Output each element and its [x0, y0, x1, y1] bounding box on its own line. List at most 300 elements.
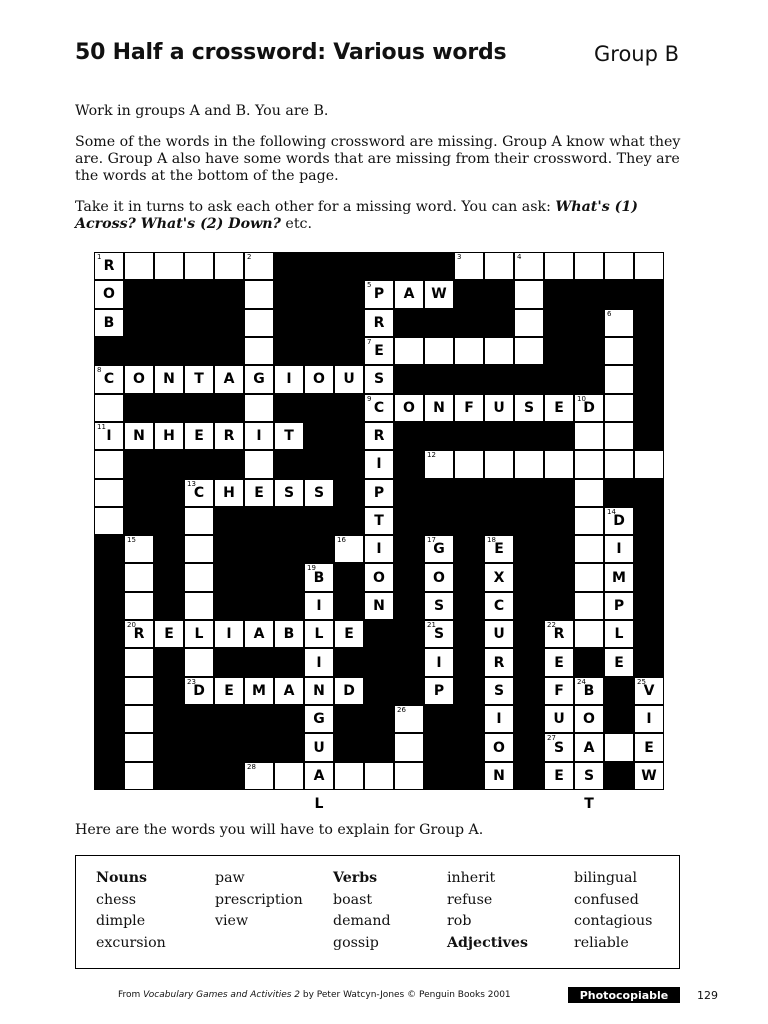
crossword-cell — [605, 338, 633, 364]
cell-letter: I — [256, 428, 262, 445]
crossword-cell — [275, 480, 303, 506]
cell-letter: L — [314, 626, 324, 643]
cell-letter: C — [493, 597, 505, 614]
crossword-cell — [575, 451, 603, 477]
cell-letter: F — [554, 682, 564, 699]
crossword-cell — [455, 253, 483, 279]
clue-number: 9 — [367, 394, 372, 403]
cell-letter: G — [433, 541, 445, 558]
crossword-cell — [485, 253, 513, 279]
cell-letter: R — [493, 654, 505, 671]
cell-letter: O — [373, 569, 385, 586]
clue-number: 20 — [127, 621, 136, 630]
crossword-cell — [515, 338, 543, 364]
cell-letter: B — [283, 626, 295, 643]
crossword-cell — [575, 564, 603, 590]
crossword-cell — [215, 423, 243, 449]
crossword-cell — [125, 763, 153, 789]
cell-letter: I — [226, 626, 232, 643]
crossword-cell — [545, 706, 573, 732]
crossword-cell — [605, 366, 633, 392]
crossword-cell — [275, 621, 303, 647]
crossword-cell — [545, 763, 573, 789]
crossword-cell — [365, 536, 393, 562]
source-credit — [118, 990, 511, 1000]
cell-letter: E — [614, 654, 624, 671]
cell-letter: E — [554, 399, 564, 416]
crossword-cell — [245, 366, 273, 392]
crossword-cell — [425, 451, 453, 477]
cell-letter: U — [493, 626, 505, 643]
cell-letter: R — [373, 428, 385, 445]
word-category-heading: Adjectives — [447, 934, 528, 951]
cell-letter: E — [224, 682, 234, 699]
cell-letter: B — [313, 569, 325, 586]
clue-number: 8 — [97, 366, 102, 375]
crossword-cell — [365, 423, 393, 449]
crossword-cell — [365, 281, 393, 307]
word-column — [447, 868, 528, 954]
word-item: confused — [574, 891, 639, 908]
crossword-cell — [155, 366, 183, 392]
cell-letter: L — [314, 796, 324, 813]
cell-letter: C — [193, 484, 205, 501]
crossword-cell — [245, 338, 273, 364]
credit-prefix: From — [118, 990, 144, 1000]
cell-letter: O — [403, 399, 415, 416]
clue-number: 24 — [577, 677, 586, 686]
crossword-cell — [185, 366, 213, 392]
crossword-cell — [365, 366, 393, 392]
word-item: prescription — [215, 891, 303, 908]
cell-letter: P — [373, 484, 385, 501]
crossword-cell — [365, 564, 393, 590]
cell-letter: A — [223, 371, 235, 388]
crossword-cell — [395, 763, 423, 789]
instruction-3-question: What's (1) Across? What's (2) Down? — [75, 199, 638, 232]
crossword-cell — [425, 564, 453, 590]
cell-letter: L — [614, 626, 624, 643]
clue-number: 5 — [367, 281, 372, 290]
cell-letter: I — [616, 541, 622, 558]
cell-letter: S — [313, 484, 325, 501]
clue-number: 19 — [307, 564, 316, 573]
crossword-cell — [95, 451, 123, 477]
cell-letter: D — [583, 399, 595, 416]
cell-letter: P — [613, 597, 625, 614]
cell-letter: T — [584, 796, 594, 813]
cell-letter: I — [316, 654, 322, 671]
cell-letter: T — [374, 512, 384, 529]
cell-letter: E — [164, 626, 174, 643]
clue-number: 13 — [187, 479, 196, 488]
crossword-cell — [635, 706, 663, 732]
crossword-cell — [125, 593, 153, 619]
crossword-cell — [245, 480, 273, 506]
clue-number: 17 — [427, 536, 436, 545]
crossword-cell — [575, 678, 603, 704]
crossword-cell — [125, 706, 153, 732]
cell-letter: I — [646, 711, 652, 728]
cell-letter: D — [343, 682, 355, 699]
crossword-cell — [125, 253, 153, 279]
crossword-cell — [185, 678, 213, 704]
cell-letter: A — [283, 682, 295, 699]
word-item: chess — [96, 891, 137, 908]
cell-letter: S — [493, 682, 505, 699]
instruction-3 — [75, 199, 685, 233]
crossword-cell — [545, 253, 573, 279]
cell-letter: N — [493, 767, 505, 784]
crossword-cell — [185, 564, 213, 590]
crossword-cell — [395, 281, 423, 307]
crossword-cell — [575, 621, 603, 647]
crossword-cell — [635, 763, 663, 789]
cell-letter: D — [613, 512, 625, 529]
word-item: gossip — [333, 934, 379, 951]
clue-number: 15 — [127, 536, 136, 545]
clue-number: 27 — [547, 734, 556, 743]
crossword-cell — [605, 734, 633, 760]
cell-letter: E — [554, 654, 564, 671]
crossword-cell — [485, 564, 513, 590]
word-item: paw — [215, 870, 245, 886]
crossword-cell — [425, 678, 453, 704]
cell-letter: I — [376, 456, 382, 473]
crossword-cell — [425, 536, 453, 562]
crossword-cell — [95, 281, 123, 307]
crossword-cell — [335, 763, 363, 789]
crossword-cell — [95, 366, 123, 392]
cell-letter: E — [194, 428, 204, 445]
crossword-cell — [575, 395, 603, 421]
crossword-cell — [335, 678, 363, 704]
crossword-cell — [125, 564, 153, 590]
crossword-cell — [305, 593, 333, 619]
crossword-cell — [605, 593, 633, 619]
cell-letter: S — [553, 739, 565, 756]
crossword-cell — [545, 734, 573, 760]
crossword-cell — [95, 480, 123, 506]
crossword-cell — [125, 366, 153, 392]
clue-number: 7 — [367, 337, 372, 346]
cell-letter: A — [313, 767, 325, 784]
clue-number: 4 — [517, 253, 522, 261]
crossword-cell — [245, 621, 273, 647]
cell-letter: A — [583, 739, 595, 756]
crossword-cell — [635, 253, 663, 279]
crossword-cell — [605, 395, 633, 421]
crossword-cell — [245, 253, 273, 279]
page-title: 50 Half a crossword: Various words — [75, 40, 507, 65]
crossword-cell — [575, 480, 603, 506]
crossword-cell — [185, 649, 213, 675]
word-item: inherit — [447, 870, 496, 886]
cell-letter: R — [373, 314, 385, 331]
cell-letter: U — [313, 739, 325, 756]
crossword-cell — [305, 621, 333, 647]
cell-letter: W — [641, 767, 657, 784]
crossword-cell — [605, 564, 633, 590]
word-item: contagious — [574, 913, 653, 929]
cell-letter: O — [433, 569, 445, 586]
clue-number: 16 — [337, 536, 346, 545]
crossword-cell — [305, 480, 333, 506]
crossword-cell — [485, 451, 513, 477]
cell-letter: T — [284, 428, 294, 445]
crossword-grid — [94, 252, 664, 813]
cell-letter: M — [252, 682, 266, 699]
clue-number: 2 — [247, 253, 252, 261]
crossword-cell — [245, 423, 273, 449]
crossword-cell — [185, 593, 213, 619]
word-item: demand — [333, 913, 391, 929]
crossword-cell — [215, 366, 243, 392]
cell-letter: G — [253, 371, 265, 388]
crossword-cell — [485, 621, 513, 647]
instruction-3-lead: Take it in turns to ask each other for a missing word. You can ask: — [75, 199, 556, 215]
clue-number: 11 — [97, 422, 106, 431]
cell-letter: N — [433, 399, 445, 416]
cell-letter: T — [194, 371, 204, 388]
cell-letter: P — [373, 286, 385, 303]
cell-letter: S — [433, 626, 445, 643]
crossword-cell — [185, 423, 213, 449]
crossword-cell — [305, 791, 333, 817]
cell-letter: R — [103, 258, 115, 275]
crossword-cell — [635, 451, 663, 477]
word-column — [96, 868, 166, 954]
cell-letter: H — [163, 428, 175, 445]
crossword-cell — [275, 763, 303, 789]
word-item: boast — [333, 891, 373, 908]
word-item: rob — [447, 913, 472, 929]
crossword-cell — [605, 451, 633, 477]
crossword-cell — [185, 253, 213, 279]
crossword-cell — [395, 338, 423, 364]
clue-number: 21 — [427, 621, 436, 630]
word-category-heading: Verbs — [333, 870, 378, 886]
crossword-cell — [575, 593, 603, 619]
crossword-cell — [425, 338, 453, 364]
crossword-cell — [125, 536, 153, 562]
crossword-cell — [215, 253, 243, 279]
photocopiable-badge: Photocopiable — [568, 987, 680, 1003]
clue-number: 6 — [607, 309, 612, 318]
cell-letter: U — [493, 399, 505, 416]
crossword-cell — [605, 423, 633, 449]
crossword-cell — [455, 395, 483, 421]
crossword-cell — [575, 734, 603, 760]
clue-number: 25 — [637, 677, 646, 686]
crossword-cell — [125, 734, 153, 760]
crossword-cell — [425, 649, 453, 675]
crossword-cell — [335, 536, 363, 562]
crossword-cell — [575, 763, 603, 789]
cell-letter: N — [373, 597, 385, 614]
words-intro: Here are the words you will have to explain for Group A. — [75, 822, 484, 838]
crossword-cell — [425, 281, 453, 307]
crossword-cell — [635, 678, 663, 704]
cell-letter: X — [493, 569, 505, 586]
crossword-cell — [425, 395, 453, 421]
crossword-cell — [245, 763, 273, 789]
crossword-cell — [575, 706, 603, 732]
crossword-cell — [485, 395, 513, 421]
crossword-cell — [335, 621, 363, 647]
crossword-cell — [485, 593, 513, 619]
crossword-cell — [365, 480, 393, 506]
crossword-cell — [95, 508, 123, 534]
crossword-cell — [305, 649, 333, 675]
word-column — [574, 868, 652, 954]
crossword-cell — [485, 678, 513, 704]
cell-letter: E — [344, 626, 354, 643]
crossword-cell — [425, 593, 453, 619]
crossword-cell — [515, 253, 543, 279]
cell-letter: E — [554, 767, 564, 784]
cell-letter: I — [436, 654, 442, 671]
word-item: view — [215, 913, 249, 929]
crossword-cell — [125, 678, 153, 704]
crossword-cell — [215, 621, 243, 647]
crossword-cell — [245, 395, 273, 421]
crossword-cell — [365, 395, 393, 421]
crossword-cell — [575, 423, 603, 449]
group-label: Group B — [594, 42, 680, 66]
crossword-cell — [515, 310, 543, 336]
cell-letter: O — [313, 371, 325, 388]
cell-letter: I — [286, 371, 292, 388]
cell-letter: H — [223, 484, 235, 501]
cell-letter: U — [553, 711, 565, 728]
crossword-cell — [95, 423, 123, 449]
word-item: refuse — [447, 891, 493, 908]
page-number: 129 — [697, 989, 718, 1002]
crossword-cell — [605, 253, 633, 279]
cell-letter: B — [583, 682, 595, 699]
word-column — [333, 868, 391, 954]
crossword-cell — [335, 366, 363, 392]
clue-number: 28 — [247, 762, 256, 771]
crossword-cell — [545, 395, 573, 421]
crossword-cell — [605, 508, 633, 534]
crossword-cell — [185, 508, 213, 534]
instruction-3-tail: etc. — [280, 216, 312, 232]
crossword-cell — [455, 451, 483, 477]
crossword-cell — [245, 281, 273, 307]
crossword-cell — [245, 451, 273, 477]
clue-number: 18 — [487, 536, 496, 545]
crossword-cell — [485, 338, 513, 364]
crossword-cell — [365, 763, 393, 789]
crossword-cell — [515, 451, 543, 477]
crossword-cell — [155, 621, 183, 647]
word-item: reliable — [574, 934, 629, 951]
cell-letter: D — [193, 682, 205, 699]
clue-number: 23 — [187, 677, 196, 686]
word-column — [215, 868, 303, 933]
word-item: bilingual — [574, 870, 638, 886]
cell-letter: G — [313, 711, 325, 728]
word-category-heading: Nouns — [96, 870, 148, 886]
clue-number: 22 — [547, 621, 556, 630]
cell-letter: R — [223, 428, 235, 445]
crossword-cell — [605, 649, 633, 675]
crossword-cell — [95, 310, 123, 336]
crossword-cell — [425, 621, 453, 647]
cell-letter: N — [313, 682, 325, 699]
crossword-cell — [365, 451, 393, 477]
instruction-2: Some of the words in the following crossword are missing. Group A know what they are. Group A also have some words that are missing from their crossword. They are the words at the bottom of the page. — [75, 134, 681, 184]
crossword-cell — [305, 366, 333, 392]
clue-number: 12 — [427, 451, 436, 460]
crossword-cell — [365, 338, 393, 364]
crossword-cell — [245, 310, 273, 336]
cell-letter: N — [163, 371, 175, 388]
cell-letter: B — [103, 314, 115, 331]
crossword-cell — [365, 310, 393, 336]
instruction-1: Work in groups A and B. You are B. — [75, 103, 329, 119]
crossword-cell — [515, 395, 543, 421]
cell-letter: E — [644, 739, 654, 756]
crossword-cell — [185, 536, 213, 562]
cell-letter: F — [464, 399, 474, 416]
cell-letter: I — [106, 428, 112, 445]
word-item: excursion — [96, 934, 166, 951]
cell-letter: E — [494, 541, 504, 558]
cell-letter: S — [583, 767, 595, 784]
crossword-cell — [305, 734, 333, 760]
crossword-cell — [185, 480, 213, 506]
crossword-cell — [95, 395, 123, 421]
credit-book-title: Vocabulary Games and Activities 2 — [143, 990, 301, 1000]
cell-letter: S — [523, 399, 535, 416]
credit-suffix: by Peter Watcyn-Jones © Penguin Books 2001 — [300, 990, 511, 1000]
word-item: dimple — [96, 913, 146, 929]
cell-letter: C — [103, 371, 115, 388]
cell-letter: A — [253, 626, 265, 643]
crossword-cell — [275, 366, 303, 392]
crossword-cell — [545, 621, 573, 647]
crossword-cell — [275, 678, 303, 704]
cell-letter: I — [376, 541, 382, 558]
crossword-cell — [185, 621, 213, 647]
cell-letter: I — [496, 711, 502, 728]
crossword-cell — [455, 338, 483, 364]
crossword-cell — [545, 451, 573, 477]
crossword-cell — [305, 706, 333, 732]
clue-number: 26 — [397, 706, 406, 715]
crossword-cell — [215, 480, 243, 506]
cell-letter: S — [373, 371, 385, 388]
cell-letter: P — [433, 682, 445, 699]
crossword-cell — [485, 649, 513, 675]
crossword-cell — [275, 423, 303, 449]
crossword-cell — [515, 281, 543, 307]
cell-letter: O — [493, 739, 505, 756]
crossword-cell — [605, 536, 633, 562]
cell-letter: R — [133, 626, 145, 643]
crossword-cell — [485, 734, 513, 760]
clue-number: 3 — [457, 253, 462, 261]
crossword-cell — [605, 310, 633, 336]
crossword-cell — [575, 536, 603, 562]
word-list-box — [75, 855, 680, 969]
crossword-cell — [125, 423, 153, 449]
crossword-cell — [155, 423, 183, 449]
cell-letter: V — [643, 682, 655, 699]
